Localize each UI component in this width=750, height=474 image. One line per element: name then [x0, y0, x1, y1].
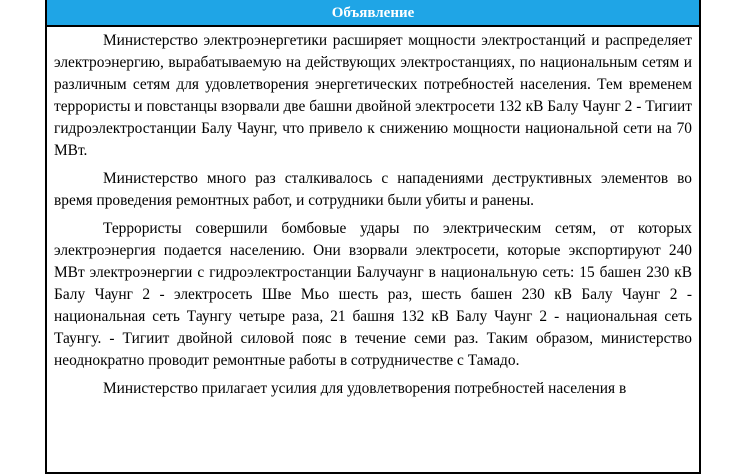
announcement-header — [47, 0, 699, 27]
announcement-title: Объявление — [331, 5, 415, 21]
paragraph-4: Министерство прилагает усилия для удовлетворения потребностей населения в — [103, 380, 627, 397]
paragraph-1: Министерство электроэнергетики расширяет мощности электростанций и распределяет электроэнергию, вырабатываемую на действующих электростанциях, по национальным сетям и различным сетям для удовлетворения энергетических потребностей населения. Тем временем террористы и повстанцы взорвали две башни двойной электросети 132 кВ Балу Чаунг 2 - Тигиит гидроэлектростанции Балу Чаунг, что привело к снижению мощности национальной сети на 70 МВт. — [54, 32, 692, 159]
paragraph-3: Террористы совершили бомбовые удары по электрическим сетям, от которых электроэнергия подается населению. Они взорвали электросети, которые экспортируют 240 МВт электроэнергии с гидроэлектростанции Балучаунг в национальную сеть: 15 башен 230 кВ Балу Чаунг 2 - электросеть Шве Мьо шесть раз, шесть башен 230 кВ Балу Чаунг 2 - национальная сеть Таунгу четыре раза, 21 башня 132 кВ Балу Чаунг 2 - национальная сеть Таунгу. - Тигиит двойной силовой пояс в течение семи раз. Таким образом, министерство неоднократно проводит ремонтные работы в сотрудничестве с Тамадо. — [54, 220, 692, 369]
announcement-panel — [45, 0, 701, 474]
paragraph-2: Министерство много раз сталкивалось с нападениями деструктивных элементов во время проведения ремонтных работ, и сотрудники были убиты и ранены. — [54, 170, 692, 209]
announcement-body — [47, 27, 699, 400]
